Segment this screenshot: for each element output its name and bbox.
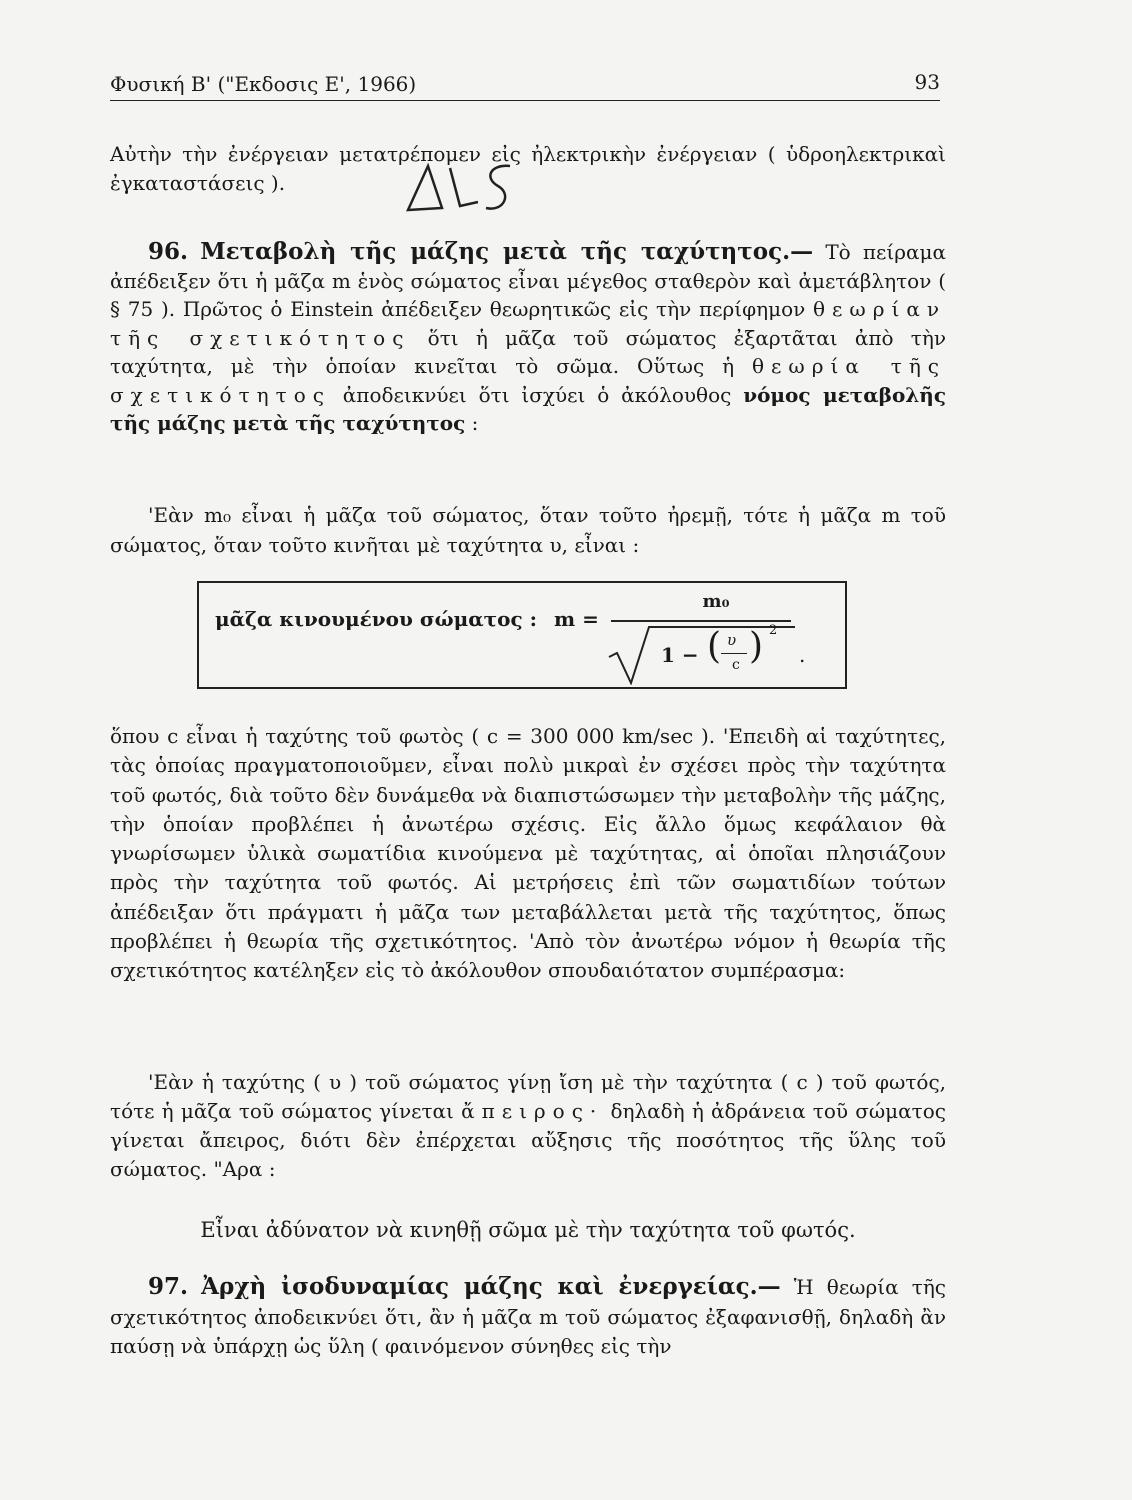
fraction-bar bbox=[611, 620, 791, 622]
section-96-text-2: ὅτι ἡ μᾶζα τοῦ σώματος ἐξαρτᾶται ἀπὸ τὴν ταχύτητα, μὲ τὴν ὁποίαν κινεῖται τὸ σῶμα. Οὕτως ἡ bbox=[110, 325, 946, 378]
section-97-number: 97. bbox=[148, 1273, 189, 1300]
header-title: Φυσική Β' ("Εκδοσις Ε', 1966) bbox=[110, 72, 417, 96]
right-paren: ) bbox=[749, 626, 764, 667]
conclusion-text-1: 'Εὰν ἡ ταχύτης ( υ ) τοῦ σώματος γίνῃ ἴση μὲ τὴν ταχύτητα ( c ) τοῦ φωτός, τότε ἡ μᾶζα τοῦ σώματος γίνεται bbox=[110, 1070, 946, 1123]
conclusion-paragraph bbox=[110, 1068, 946, 1184]
intro-paragraph: Αὐτὴν τὴν ἐνέργειαν μετατρέπομεν εἰς ἠλεκτρικὴν ἐνέργειαν ( ὑδροηλεκτρικαὶ ἐγκαταστάσεις ). bbox=[110, 142, 946, 195]
section-96-paragraph bbox=[110, 238, 946, 438]
section-97-text: Ἡ θεωρία τῆς σχετικότητος ἀποδεικνύει ὅτι, ἂν ἡ μᾶζα m τοῦ σώματος ἐξαφανισθῇ, δηλαδὴ ἂν παύσῃ νὰ ὑπάρχῃ ὡς ὕλη ( φαινόμενον σύνηθες εἰς τὴν bbox=[110, 1275, 947, 1358]
infinite-term: ἄπειρος· bbox=[461, 1099, 604, 1123]
explanation-paragraph: ὅπου c εἶναι ἡ ταχύτης τοῦ φωτὸς ( c = 300 000 km/sec ). 'Επειδὴ αἱ ταχύτητες, τὰς ὁποίας πραγματοποιοῦμεν, εἶναι πολὺ μικραὶ ἐν σχέσει πρὸς τὴν ταχύτητα τοῦ φωτός, διὰ τοῦτο δὲν δυνάμεθα νὰ διαπιστώσωμεν τὴν μεταβολὴν τῆς μάζης, τὴν ὁποίαν προβλέπει ἡ ἀνωτέρω σχέσις. Εἰς ἄλλο ὅμως κεφάλαιον θὰ γνωρίσωμεν ὑλικὰ σωματίδια κινούμενα μὲ ταχύτητας, αἱ ὁποῖαι πλησιάζουν πρὸς τὴν ταχύτητα τοῦ φωτός. Αἱ μετρήσεις ἐπὶ τῶν σωματιδίων τούτων ἀπέδειξαν ὅτι πράγματι ἡ μᾶζα των μεταβάλλεται μετὰ τῆς ταχύτητος, ὅπως προβλέπει ἡ θεωρία τῆς σχετικότητος. 'Απὸ τὸν ἀνωτέρω νόμον ἡ θεωρία τῆς σχετικότητος κατέληξεν εἰς τὸ ἀκόλουθον σπουδαιότατον συμπέρασμα: bbox=[110, 724, 946, 983]
formula-one-minus: 1 − bbox=[661, 643, 699, 667]
page-header bbox=[110, 66, 940, 101]
inner-fraction-bar bbox=[721, 653, 747, 654]
formula-label: μᾶζα κινουμένου σώματος : bbox=[215, 607, 537, 631]
law-colon: : bbox=[471, 411, 479, 435]
section-96-text-3: ἀποδεικνύει ὅτι ἰσχύει ὁ ἀκόλουθος bbox=[342, 382, 732, 407]
section-96-text-1: Τὸ πείραμα ἀπέδειξεν ὅτι ἡ μᾶζα m ἑνὸς σώματος εἶναι μέγεθος σταθερὸν καὶ ἀμετάβλητον ( § 75 ). Πρῶτος ὁ Einstein ἀπέδειξεν θεωρητικῶς εἰς τὴν περίφημον bbox=[110, 240, 947, 321]
formula-dot: . bbox=[799, 643, 806, 667]
theory-term-2: θεωρία τῆς σχετικότητος bbox=[110, 354, 947, 407]
formula-lhs: m = bbox=[554, 607, 599, 631]
formula-numerator: m₀ bbox=[702, 591, 730, 612]
formula-v: υ bbox=[727, 631, 737, 649]
law-name: νόμος μεταβολῆς τῆς μάζης μετὰ τῆς ταχύτητος bbox=[110, 382, 947, 435]
section-97-title: Ἀρχὴ ἰσοδυναμίας μάζης καὶ ἐνεργείας.— bbox=[201, 1273, 781, 1300]
mass-formula-box bbox=[197, 581, 847, 689]
conclusion-text-2: δηλαδὴ ἡ ἀδράνεια τοῦ σώματος γίνεται ἄπειρος, διότι δὲν ἐπέρχεται αὔξησις τῆς ποσότητος τῆς ὕλης τοῦ σώματος. "Αρα : bbox=[110, 1099, 946, 1181]
handwritten-mark bbox=[400, 158, 520, 218]
section-96-title: Μεταβολὴ τῆς μάζης μετὰ τῆς ταχύτητος.— bbox=[200, 238, 814, 265]
page-number: 93 bbox=[914, 70, 940, 94]
formula-c: c bbox=[732, 657, 740, 673]
left-paren: ( bbox=[707, 626, 722, 667]
formula-exponent: 2 bbox=[769, 623, 778, 638]
section-97-paragraph bbox=[110, 1272, 946, 1362]
section-96-number: 96. bbox=[148, 238, 189, 265]
rest-mass-paragraph: 'Εὰν m₀ εἶναι ἡ μᾶζα τοῦ σώματος, ὅταν τοῦτο ἠρεμῇ, τότε ἡ μᾶζα m τοῦ σώματος, ὅταν τοῦτο κινῆται μὲ ταχύτητα υ, εἶναι : bbox=[110, 503, 946, 557]
theory-term-1: θεωρίαν τῆς σχετικότητος bbox=[110, 297, 946, 350]
key-statement: Εἶναι ἀδύνατον νὰ κινηθῇ σῶμα μὲ τὴν ταχύτητα τοῦ φωτός. bbox=[200, 1218, 856, 1242]
